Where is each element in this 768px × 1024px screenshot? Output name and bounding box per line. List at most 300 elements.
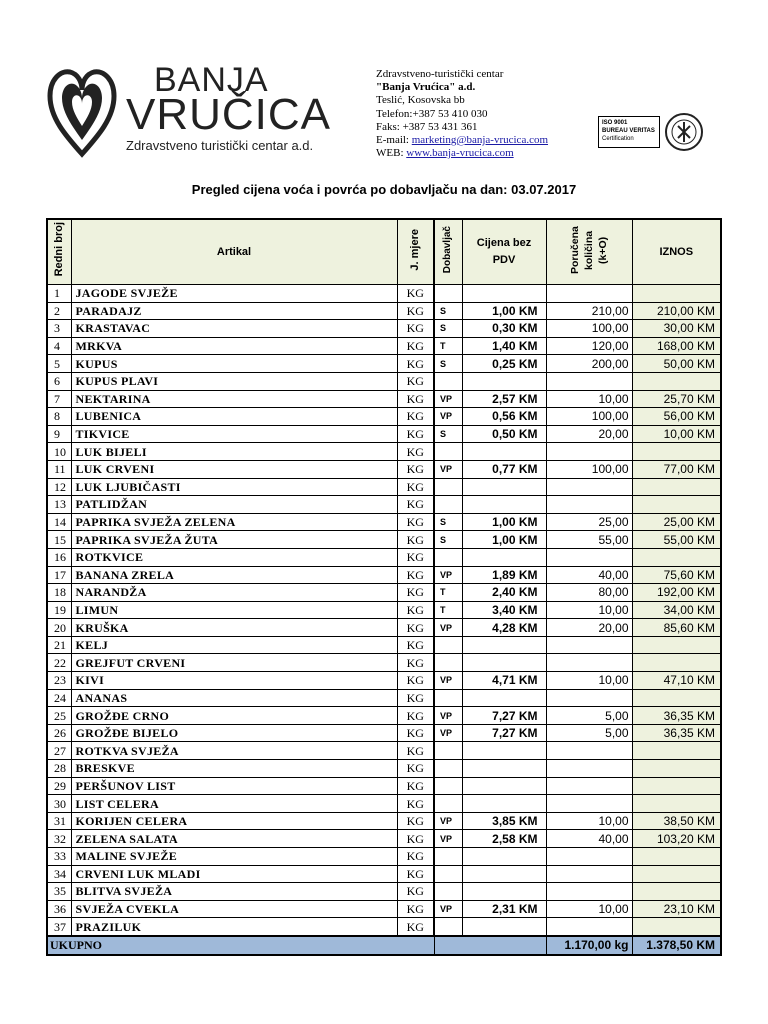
row-unit: KG — [397, 777, 434, 795]
row-unit: KG — [397, 425, 434, 443]
table-header-row — [47, 219, 721, 285]
row-number: 17 — [47, 566, 71, 584]
row-supplier: S — [434, 531, 462, 549]
row-qty: 100,00 — [546, 320, 632, 338]
table-row — [47, 742, 721, 760]
row-price: 1,40 KM — [462, 337, 546, 355]
row-qty: 40,00 — [546, 566, 632, 584]
row-article: ZELENA SALATA — [71, 830, 397, 848]
row-article: TIKVICE — [71, 425, 397, 443]
row-unit: KG — [397, 496, 434, 514]
table-row — [47, 689, 721, 707]
row-qty: 40,00 — [546, 830, 632, 848]
row-article: JAGODE SVJEŽE — [71, 285, 397, 303]
row-unit: KG — [397, 619, 434, 637]
row-supplier — [434, 443, 462, 461]
row-price: 1,00 KM — [462, 513, 546, 531]
row-qty: 25,00 — [546, 513, 632, 531]
row-qty — [546, 848, 632, 866]
row-number: 3 — [47, 320, 71, 338]
row-unit: KG — [397, 285, 434, 303]
header-no: Redni broj — [47, 219, 71, 285]
row-qty: 20,00 — [546, 425, 632, 443]
table-row — [47, 724, 721, 742]
row-number: 32 — [47, 830, 71, 848]
row-amount — [632, 654, 721, 672]
row-number: 19 — [47, 601, 71, 619]
table-row — [47, 320, 721, 338]
row-number: 18 — [47, 584, 71, 602]
table-row — [47, 777, 721, 795]
row-amount — [632, 883, 721, 901]
row-price: 2,40 KM — [462, 584, 546, 602]
row-unit: KG — [397, 337, 434, 355]
contact-address: Teslić, Kosovska bb — [376, 94, 465, 107]
row-qty: 10,00 — [546, 812, 632, 830]
row-unit: KG — [397, 320, 434, 338]
row-unit: KG — [397, 883, 434, 901]
row-amount: 30,00 KM — [632, 320, 721, 338]
row-qty — [546, 918, 632, 936]
row-price — [462, 742, 546, 760]
row-price: 1,00 KM — [462, 302, 546, 320]
table-row — [47, 478, 721, 496]
email-label: E-mail: — [376, 134, 412, 147]
row-supplier: VP — [434, 460, 462, 478]
table-row — [47, 654, 721, 672]
row-supplier: VP — [434, 812, 462, 830]
table-row — [47, 760, 721, 778]
row-amount — [632, 777, 721, 795]
row-number: 25 — [47, 707, 71, 725]
row-amount: 34,00 KM — [632, 601, 721, 619]
table-row — [47, 830, 721, 848]
row-price — [462, 777, 546, 795]
row-supplier: T — [434, 601, 462, 619]
header-supplier: Dobavljač — [434, 219, 462, 285]
row-price — [462, 443, 546, 461]
row-unit: KG — [397, 302, 434, 320]
row-article: BANANA ZRELA — [71, 566, 397, 584]
brand-name-line2: VRUČICA — [126, 90, 332, 139]
row-supplier — [434, 654, 462, 672]
row-article: GREJFUT CRVENI — [71, 654, 397, 672]
web-label: WEB: — [376, 147, 407, 160]
row-amount: 56,00 KM — [632, 408, 721, 426]
row-supplier — [434, 372, 462, 390]
table-row — [47, 285, 721, 303]
row-article: LUK BIJELI — [71, 443, 397, 461]
row-number: 13 — [47, 496, 71, 514]
bureau-veritas-seal-icon — [664, 112, 704, 152]
row-number: 26 — [47, 724, 71, 742]
row-unit: KG — [397, 742, 434, 760]
row-supplier — [434, 548, 462, 566]
row-supplier — [434, 848, 462, 866]
row-amount: 75,60 KM — [632, 566, 721, 584]
row-unit: KG — [397, 513, 434, 531]
row-price — [462, 689, 546, 707]
table-row — [47, 795, 721, 813]
row-qty — [546, 795, 632, 813]
row-amount — [632, 636, 721, 654]
row-unit: KG — [397, 443, 434, 461]
row-price: 7,27 KM — [462, 707, 546, 725]
table-row — [47, 355, 721, 373]
row-article: MALINE SVJEŽE — [71, 848, 397, 866]
row-number: 27 — [47, 742, 71, 760]
row-article: LUK CRVENI — [71, 460, 397, 478]
row-article: ANANAS — [71, 689, 397, 707]
table-row — [47, 548, 721, 566]
brand-name-line1: BANJA — [154, 61, 269, 99]
row-price: 0,56 KM — [462, 408, 546, 426]
row-number: 14 — [47, 513, 71, 531]
row-unit: KG — [397, 531, 434, 549]
row-number: 15 — [47, 531, 71, 549]
row-qty — [546, 883, 632, 901]
row-amount: 55,00 KM — [632, 531, 721, 549]
row-amount — [632, 760, 721, 778]
contact-fax: Faks: +387 53 431 361 — [376, 120, 478, 133]
row-unit: KG — [397, 654, 434, 672]
row-article: LIMUN — [71, 601, 397, 619]
row-qty — [546, 742, 632, 760]
row-amount: 103,20 KM — [632, 830, 721, 848]
row-price: 2,58 KM — [462, 830, 546, 848]
table-row — [47, 672, 721, 690]
row-number: 16 — [47, 548, 71, 566]
row-unit: KG — [397, 636, 434, 654]
table-row — [47, 496, 721, 514]
row-article: MRKVA — [71, 337, 397, 355]
row-article: KUPUS — [71, 355, 397, 373]
row-price: 7,27 KM — [462, 724, 546, 742]
row-article: SVJEŽA CVEKLA — [71, 900, 397, 918]
email-link[interactable]: marketing@banja-vrucica.com — [411, 134, 549, 147]
row-supplier: VP — [434, 830, 462, 848]
table-row — [47, 883, 721, 901]
row-qty: 55,00 — [546, 531, 632, 549]
row-article: CRVENI LUK MLADI — [71, 865, 397, 883]
row-amount: 25,70 KM — [632, 390, 721, 408]
row-unit: KG — [397, 584, 434, 602]
row-number: 2 — [47, 302, 71, 320]
row-amount: 10,00 KM — [632, 425, 721, 443]
row-supplier — [434, 795, 462, 813]
heart-logo-icon — [46, 66, 118, 158]
row-unit: KG — [397, 900, 434, 918]
row-number: 6 — [47, 372, 71, 390]
company-logo — [46, 62, 336, 162]
table-row — [47, 566, 721, 584]
row-price — [462, 496, 546, 514]
row-amount: 38,50 KM — [632, 812, 721, 830]
row-price — [462, 795, 546, 813]
row-unit: KG — [397, 865, 434, 883]
table-row — [47, 425, 721, 443]
row-unit: KG — [397, 830, 434, 848]
row-number: 9 — [47, 425, 71, 443]
row-number: 29 — [47, 777, 71, 795]
row-supplier: T — [434, 337, 462, 355]
row-supplier: VP — [434, 672, 462, 690]
row-qty — [546, 636, 632, 654]
row-qty: 10,00 — [546, 390, 632, 408]
brand-tagline: Zdravstveno turistički centar a.d. — [126, 138, 314, 153]
row-qty: 200,00 — [546, 355, 632, 373]
row-amount: 36,35 KM — [632, 707, 721, 725]
row-amount: 36,35 KM — [632, 724, 721, 742]
row-supplier — [434, 777, 462, 795]
row-unit: KG — [397, 390, 434, 408]
row-supplier: VP — [434, 619, 462, 637]
row-article: PATLIDŽAN — [71, 496, 397, 514]
row-qty: 10,00 — [546, 672, 632, 690]
row-amount: 47,10 KM — [632, 672, 721, 690]
row-article: LUK LJUBIČASTI — [71, 478, 397, 496]
row-price: 0,30 KM — [462, 320, 546, 338]
table-row — [47, 601, 721, 619]
total-label: UKUPNO — [47, 936, 434, 955]
row-price — [462, 548, 546, 566]
row-supplier — [434, 760, 462, 778]
web-link[interactable]: www.banja-vrucica.com — [406, 147, 514, 160]
row-qty — [546, 777, 632, 795]
row-amount: 77,00 KM — [632, 460, 721, 478]
row-supplier — [434, 689, 462, 707]
certification-badge — [598, 112, 716, 152]
row-price — [462, 760, 546, 778]
row-article: KUPUS PLAVI — [71, 372, 397, 390]
row-number: 4 — [47, 337, 71, 355]
row-article: PAPRIKA SVJEŽA ZELENA — [71, 513, 397, 531]
row-supplier: S — [434, 320, 462, 338]
row-unit: KG — [397, 478, 434, 496]
row-amount — [632, 742, 721, 760]
row-supplier: S — [434, 425, 462, 443]
table-row — [47, 390, 721, 408]
table-row — [47, 812, 721, 830]
row-number: 36 — [47, 900, 71, 918]
row-article: ROTKVICE — [71, 548, 397, 566]
row-qty: 210,00 — [546, 302, 632, 320]
row-supplier: VP — [434, 408, 462, 426]
row-price: 0,25 KM — [462, 355, 546, 373]
row-article: NEKTARINA — [71, 390, 397, 408]
row-article: ROTKVA SVJEŽA — [71, 742, 397, 760]
row-amount: 210,00 KM — [632, 302, 721, 320]
row-number: 7 — [47, 390, 71, 408]
row-unit: KG — [397, 918, 434, 936]
row-price: 1,89 KM — [462, 566, 546, 584]
row-article: BLITVA SVJEŽA — [71, 883, 397, 901]
row-unit: KG — [397, 548, 434, 566]
row-supplier: VP — [434, 390, 462, 408]
row-article: KORIJEN CELERA — [71, 812, 397, 830]
table-row — [47, 865, 721, 883]
row-number: 21 — [47, 636, 71, 654]
row-price: 2,31 KM — [462, 900, 546, 918]
row-article: PRAZILUK — [71, 918, 397, 936]
price-table — [46, 218, 722, 956]
row-amount — [632, 478, 721, 496]
row-qty — [546, 478, 632, 496]
row-number: 20 — [47, 619, 71, 637]
total-amount: 1.378,50 KM — [632, 936, 721, 955]
row-amount — [632, 285, 721, 303]
cert-label: Certification — [602, 136, 634, 142]
row-qty — [546, 760, 632, 778]
row-qty: 5,00 — [546, 724, 632, 742]
row-amount — [632, 865, 721, 883]
row-unit: KG — [397, 672, 434, 690]
row-unit: KG — [397, 848, 434, 866]
row-amount — [632, 372, 721, 390]
row-article: KRASTAVAC — [71, 320, 397, 338]
iso-standard: ISO 9001 — [602, 120, 628, 126]
row-number: 1 — [47, 285, 71, 303]
row-number: 24 — [47, 689, 71, 707]
row-amount — [632, 443, 721, 461]
row-amount: 168,00 KM — [632, 337, 721, 355]
table-row — [47, 707, 721, 725]
row-article: GROŽĐE BIJELO — [71, 724, 397, 742]
row-unit: KG — [397, 707, 434, 725]
row-number: 12 — [47, 478, 71, 496]
table-row — [47, 848, 721, 866]
table-row — [47, 408, 721, 426]
row-number: 5 — [47, 355, 71, 373]
row-article: PAPRIKA SVJEŽA ŽUTA — [71, 531, 397, 549]
row-article: LUBENICA — [71, 408, 397, 426]
row-unit: KG — [397, 795, 434, 813]
row-number: 28 — [47, 760, 71, 778]
row-qty: 100,00 — [546, 408, 632, 426]
row-qty — [546, 285, 632, 303]
row-qty: 100,00 — [546, 460, 632, 478]
row-price — [462, 918, 546, 936]
header-qty: Poručena količina (k+O) — [546, 219, 632, 285]
row-amount: 23,10 KM — [632, 900, 721, 918]
contact-email-row — [376, 134, 548, 147]
contact-phone: Telefon:+387 53 410 030 — [376, 107, 488, 120]
row-supplier — [434, 496, 462, 514]
row-supplier — [434, 742, 462, 760]
row-article: NARANDŽA — [71, 584, 397, 602]
header-price: Cijena bez PDV — [462, 219, 546, 285]
row-amount — [632, 795, 721, 813]
row-supplier: VP — [434, 566, 462, 584]
header-amount: IZNOS — [632, 219, 721, 285]
row-number: 37 — [47, 918, 71, 936]
row-qty: 10,00 — [546, 900, 632, 918]
table-row — [47, 337, 721, 355]
total-empty-sup — [434, 936, 462, 955]
row-amount — [632, 496, 721, 514]
row-supplier: VP — [434, 707, 462, 725]
row-supplier — [434, 918, 462, 936]
table-row — [47, 531, 721, 549]
row-article: GROŽĐE CRNO — [71, 707, 397, 725]
row-price — [462, 865, 546, 883]
row-unit: KG — [397, 460, 434, 478]
row-qty: 20,00 — [546, 619, 632, 637]
row-article: BRESKVE — [71, 760, 397, 778]
header-article: Artikal — [71, 219, 397, 285]
row-supplier: T — [434, 584, 462, 602]
row-unit: KG — [397, 724, 434, 742]
row-price: 2,57 KM — [462, 390, 546, 408]
row-qty: 5,00 — [546, 707, 632, 725]
table-row — [47, 636, 721, 654]
page-title: Pregled cijena voća i povrća po dobavljaču na dan: 03.07.2017 — [191, 182, 577, 197]
table-row — [47, 513, 721, 531]
row-qty: 120,00 — [546, 337, 632, 355]
row-unit: KG — [397, 760, 434, 778]
row-price — [462, 883, 546, 901]
row-amount: 50,00 KM — [632, 355, 721, 373]
row-article: LIST CELERA — [71, 795, 397, 813]
row-article: KELJ — [71, 636, 397, 654]
row-number: 8 — [47, 408, 71, 426]
row-supplier: S — [434, 355, 462, 373]
row-amount: 85,60 KM — [632, 619, 721, 637]
row-supplier: VP — [434, 900, 462, 918]
row-unit: KG — [397, 355, 434, 373]
row-supplier — [434, 636, 462, 654]
table-row — [47, 584, 721, 602]
row-article: KRUŠKA — [71, 619, 397, 637]
row-price: 3,85 KM — [462, 812, 546, 830]
row-price: 4,28 KM — [462, 619, 546, 637]
row-price — [462, 478, 546, 496]
row-number: 11 — [47, 460, 71, 478]
row-qty — [546, 689, 632, 707]
contact-company: "Banja Vrućica" a.d. — [376, 81, 476, 94]
row-supplier — [434, 285, 462, 303]
row-unit: KG — [397, 601, 434, 619]
header-unit: J. mjere — [397, 219, 434, 285]
contact-web-row — [376, 147, 548, 160]
row-unit: KG — [397, 812, 434, 830]
row-unit: KG — [397, 372, 434, 390]
row-price: 0,77 KM — [462, 460, 546, 478]
row-supplier — [434, 883, 462, 901]
row-article: PARADAJZ — [71, 302, 397, 320]
row-qty — [546, 443, 632, 461]
row-price — [462, 285, 546, 303]
table-row — [47, 443, 721, 461]
table-row — [47, 619, 721, 637]
row-amount — [632, 848, 721, 866]
row-supplier — [434, 478, 462, 496]
row-number: 22 — [47, 654, 71, 672]
row-price — [462, 848, 546, 866]
row-supplier: S — [434, 302, 462, 320]
table-row — [47, 372, 721, 390]
total-row — [47, 936, 721, 955]
row-amount — [632, 689, 721, 707]
row-supplier: S — [434, 513, 462, 531]
row-price: 4,71 KM — [462, 672, 546, 690]
total-qty: 1.170,00 kg — [546, 936, 632, 955]
row-number: 10 — [47, 443, 71, 461]
iso-box — [598, 116, 660, 148]
row-price — [462, 654, 546, 672]
contact-line: Zdravstveno-turistički centar — [376, 68, 504, 80]
row-number: 30 — [47, 795, 71, 813]
